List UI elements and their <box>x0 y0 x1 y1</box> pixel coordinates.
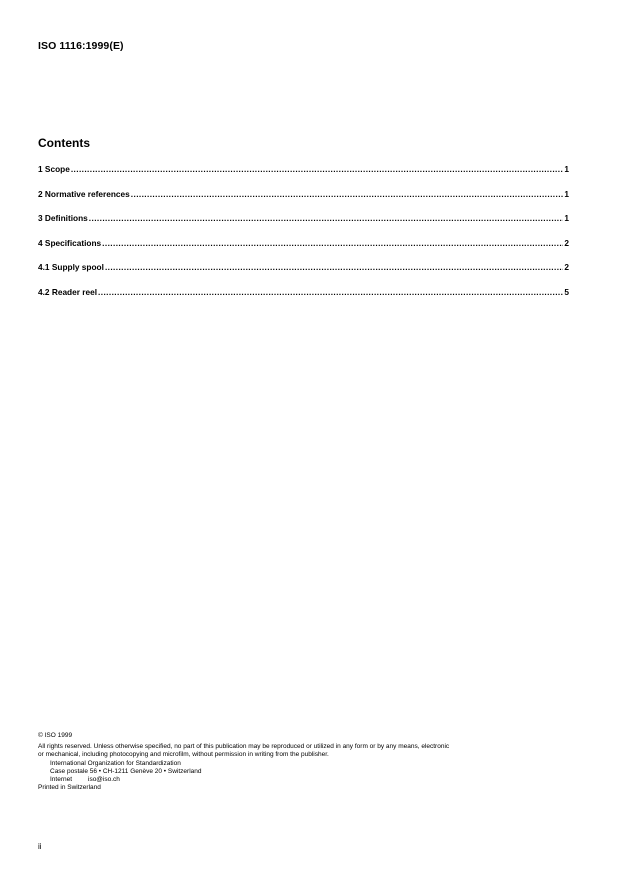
rights-statement-line-2: or mechanical, including photocopying and microfilm, without permission in writing from the publisher. <box>38 751 329 759</box>
toc-entry-title: 4.1 Supply spool <box>38 262 104 272</box>
toc-leader-dots <box>98 287 563 297</box>
toc-entry-supply-spool[interactable] <box>38 262 569 287</box>
internet-contact <box>38 776 578 784</box>
toc-entry-title: 4 Specifications <box>38 237 102 248</box>
toc-leader-dots <box>105 262 563 272</box>
organization-name: International Organization for Standardization <box>50 759 181 767</box>
rights-statement-line-1: All rights reserved. Unless otherwise specified, no part of this publication may be reproduced or utilized in any form or by any means, electronic <box>38 743 450 751</box>
toc-entry-scope[interactable] <box>38 164 569 189</box>
copyright-block <box>38 732 578 792</box>
toc-leader-dots <box>89 213 564 223</box>
internet-label: Internet <box>50 776 73 784</box>
toc-entry-page: 1 <box>564 188 569 199</box>
contents-heading: Contents <box>38 136 90 150</box>
printed-location: Printed in Switzerland <box>38 784 101 792</box>
toc-entry-page: 5 <box>564 286 569 297</box>
toc-entry-normative-references[interactable] <box>38 189 569 214</box>
toc-leader-dots <box>102 238 563 248</box>
toc-entry-page: 1 <box>564 164 569 174</box>
toc-entry-page: 2 <box>564 237 569 248</box>
toc-entry-title: 2 Normative references <box>38 188 130 199</box>
copyright-notice: © ISO 1999 <box>38 732 73 739</box>
document-identifier: ISO 1116:1999(E) <box>38 40 124 52</box>
organization-address: Case postale 56 • CH-1211 Genève 20 • Switzerland <box>50 767 202 775</box>
toc-entry-title: 1 Scope <box>38 164 70 174</box>
toc-entry-page: 2 <box>564 262 569 272</box>
toc-entry-title: 3 Definitions <box>38 213 88 223</box>
toc-entry-definitions[interactable] <box>38 213 569 238</box>
toc-leader-dots <box>71 164 564 174</box>
table-of-contents <box>38 164 569 311</box>
internet-email-link[interactable]: iso@iso.ch <box>88 776 120 784</box>
toc-entry-reader-reel[interactable] <box>38 287 569 312</box>
page-number: ii <box>38 842 42 851</box>
toc-leader-dots <box>131 189 564 199</box>
toc-entry-title: 4.2 Reader reel <box>38 286 98 297</box>
toc-entry-specifications[interactable] <box>38 238 569 263</box>
toc-entry-page: 1 <box>564 213 569 223</box>
